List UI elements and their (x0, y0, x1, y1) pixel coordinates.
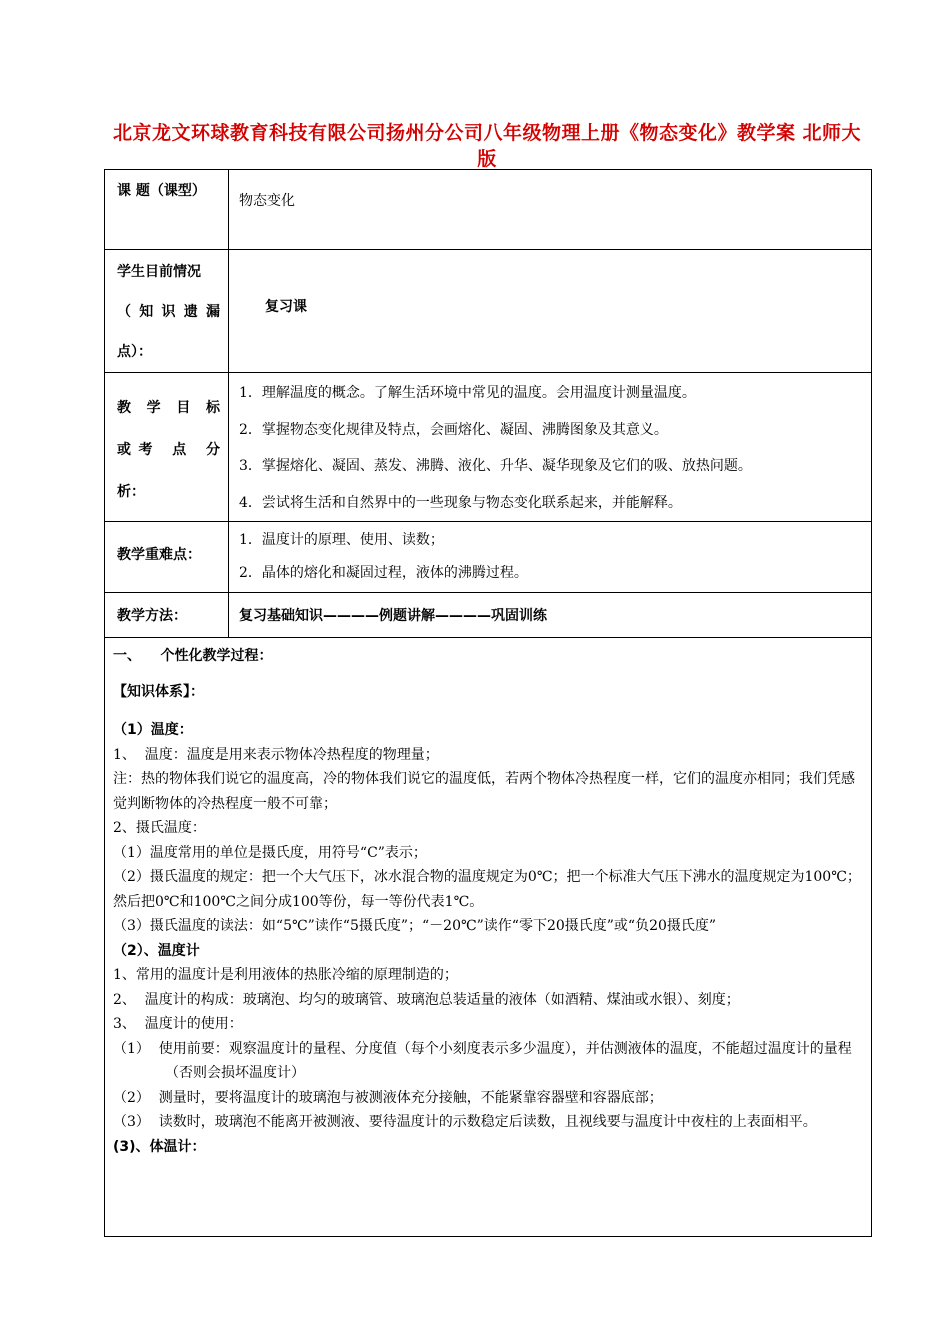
status-value-cell (229, 250, 872, 373)
lesson-plan-table (104, 169, 872, 1237)
paragraph: （3） 读数时，玻璃泡不能离开被测液、要待温度计的示数稳定后读数，且视线要与温度计中夜柱的上表面相平。 (113, 1114, 817, 1130)
row-objectives (105, 373, 872, 522)
status-label-line3: 点）： (117, 344, 152, 360)
objectives-label-line2: 或考 点 分 (117, 442, 220, 458)
row-topic (105, 170, 872, 250)
topic-value-cell (229, 170, 872, 250)
method-value: 复习基础知识————例题讲解————巩固训练 (239, 608, 547, 624)
keypoint-item: 2．晶体的熔化和凝固过程，液体的沸腾过程。 (239, 565, 528, 581)
paragraph: （1）温度常用的单位是摄氏度，用符号“C”表示； (113, 844, 427, 861)
method-label: 教学方法： (117, 608, 187, 624)
row-key-points (105, 522, 872, 593)
process-cell (105, 638, 872, 1237)
topic-label: 课 题（课型） (117, 183, 206, 199)
objective-item: 3．掌握熔化、凝固、蒸发、沸腾、液化、升华、凝华现象及它们的吸、放热问题。 (239, 458, 752, 474)
objective-item: 4．尝试将生活和自然界中的一些现象与物态变化联系起来，并能解释。 (239, 494, 682, 511)
paragraph: （3）摄氏温度的读法：如“5℃”读作“5摄氏度”；“－20℃”读作“零下20摄氏度”或“负20摄氏度” (113, 918, 717, 934)
row-student-status (105, 250, 872, 373)
row-process (105, 638, 872, 1237)
knowledge-system-heading: 【知识体系】： (113, 684, 204, 700)
paragraph: （2）摄氏温度的规定：把一个大气压下，冰水混合物的温度规定为0℃；把一个标准大气压下沸水的温度规定为100℃；然后把0℃和100℃之间分成100等份，每一等份代表1℃。 (113, 869, 861, 910)
objectives-label-line1: 教 学 目 标 (117, 400, 220, 416)
topic-label-cell (105, 170, 229, 250)
objectives-label-cell (105, 373, 229, 522)
method-label-cell (105, 593, 229, 638)
keypoints-value-cell (229, 522, 872, 593)
objectives-value-cell (229, 373, 872, 522)
document-title: 北京龙文环球教育科技有限公司扬州分公司八年级物理上册《物态变化》教学案 北师大版 (112, 122, 862, 170)
keypoints-label: 教学重难点： (117, 547, 201, 563)
paragraph: （2） 测量时，要将温度计的玻璃泡与被测液体充分接触，不能紧靠容器壁和容器底部； (113, 1089, 663, 1106)
paragraph: 1、常用的温度计是利用液体的热胀冷缩的原理制造的； (113, 967, 458, 983)
objective-item: 2．掌握物态变化规律及特点，会画熔化、凝固、沸腾图象及其意义。 (239, 421, 668, 438)
method-value-cell (229, 593, 872, 638)
status-label-cell (105, 250, 229, 373)
paragraph: 1、 温度：温度是用来表示物体冷热程度的物理量； (113, 746, 439, 763)
paragraph: 2、摄氏温度： (113, 820, 206, 836)
section-thermometer-title: （2）、温度计 (113, 942, 200, 959)
paragraph: （1） 使用前要：观察温度计的量程、分度值（每个小刻度表示多少温度），并估测液体的温度，不能超过温度计的量程（否则会损坏温度计） (113, 1040, 852, 1081)
status-label-line2: （知识遗漏 (117, 304, 220, 320)
section-temperature-title: （1）温度： (113, 722, 193, 738)
keypoints-label-cell (105, 522, 229, 593)
objective-item: 1．理解温度的概念。了解生活环境中常见的温度。会用温度计测量温度。 (239, 385, 696, 401)
objectives-label-line3: 析： (117, 484, 145, 500)
status-value: 复习课 (265, 299, 307, 315)
paragraph: 注：热的物体我们说它的温度高，冷的物体我们说它的温度低，若两个物体冷热程度一样，它们的温度亦相同；我们凭感觉判断物体的冷热程度一般不可靠； (113, 771, 855, 812)
status-label-line1: 学生目前情况 (117, 264, 201, 280)
keypoint-item: 1．温度计的原理、使用、读数； (239, 532, 444, 548)
paragraph: 3、 温度计的使用： (113, 1016, 243, 1032)
process-heading: 一、 个性化教学过程： (113, 648, 273, 664)
row-method (105, 593, 872, 638)
paragraph: 2、 温度计的构成：玻璃泡、均匀的玻璃管、玻璃泡总装适量的液体（如酒精、煤油或水银）、刻度； (113, 991, 740, 1008)
topic-value: 物态变化 (239, 193, 295, 209)
section-clinical-thermometer-title: (3)、体温计： (113, 1138, 206, 1155)
